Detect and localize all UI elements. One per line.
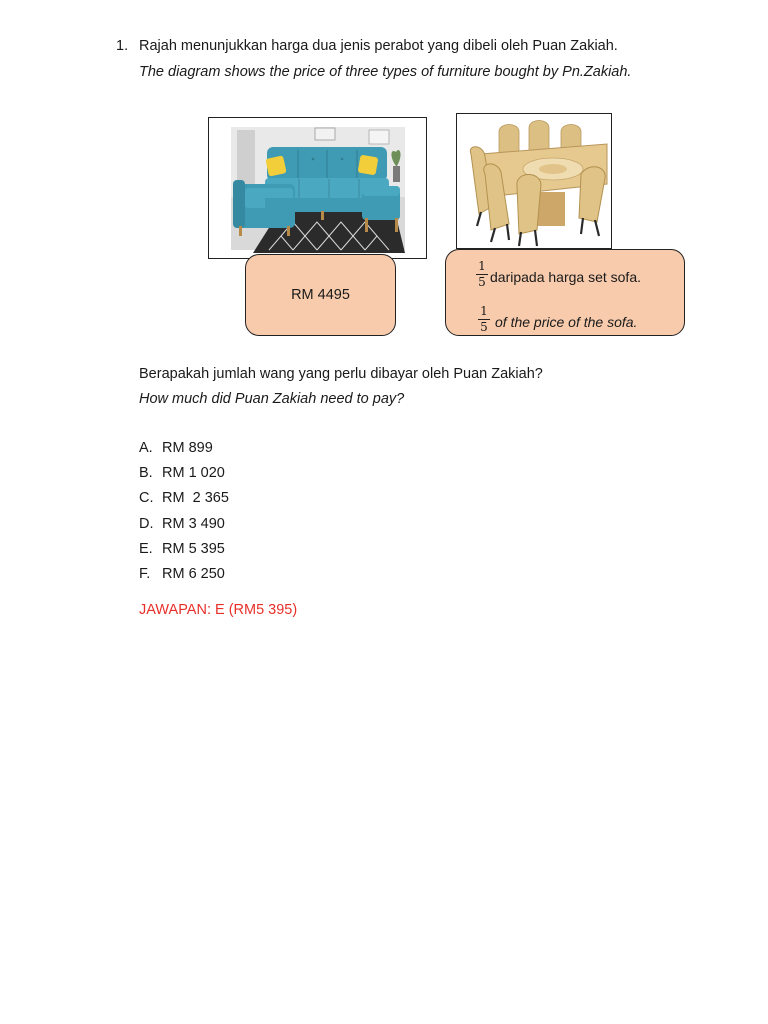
option-letter: E. — [139, 541, 153, 557]
option-d[interactable] — [139, 516, 225, 532]
option-letter: D. — [139, 516, 154, 532]
option-letter: C. — [139, 490, 154, 506]
answer-key: JAWAPAN: E (RM5 395) — [139, 602, 298, 618]
option-letter: A. — [139, 440, 153, 456]
sofa-photo — [208, 117, 427, 259]
dining-table-caption-malay: daripada harga set sofa. — [490, 269, 641, 285]
question-number: 1. — [116, 38, 129, 54]
dining-table-illustration — [457, 114, 611, 248]
fraction-numerator: 1 — [476, 260, 488, 275]
option-a[interactable] — [139, 440, 213, 456]
option-text: RM 2 365 — [162, 490, 229, 506]
sub-question-english: How much did Puan Zakiah need to pay? — [139, 391, 405, 407]
fraction-denominator: 5 — [478, 275, 486, 289]
sofa-price: RM 4495 — [291, 287, 350, 303]
option-text: RM 1 020 — [162, 465, 225, 481]
dining-table-price-box — [445, 249, 685, 336]
question-text-english: The diagram shows the price of three types of furniture bought by Pn.Zakiah. — [139, 64, 632, 80]
option-text: RM 899 — [162, 440, 213, 456]
question-text-malay: Rajah menunjukkan harga dua jenis perabot yang dibeli oleh Puan Zakiah. — [139, 38, 618, 54]
option-text: RM 3 490 — [162, 516, 225, 532]
option-e[interactable] — [139, 541, 225, 557]
option-letter: B. — [139, 465, 153, 481]
dining-table-caption-english: of the price of the sofa. — [495, 314, 638, 330]
sofa-price-box — [245, 254, 396, 336]
sub-question-malay: Berapakah jumlah wang yang perlu dibayar oleh Puan Zakiah? — [139, 366, 543, 382]
option-b[interactable] — [139, 465, 225, 481]
option-text: RM 5 395 — [162, 541, 225, 557]
option-letter: F. — [139, 566, 151, 582]
fraction-numerator: 1 — [478, 305, 490, 320]
sofa-illustration — [209, 118, 426, 258]
dining-table-photo — [456, 113, 612, 249]
fraction-denominator: 5 — [480, 320, 488, 333]
option-c[interactable] — [139, 490, 229, 506]
fraction-one-fifth-english — [478, 305, 490, 333]
fraction-one-fifth — [476, 260, 488, 289]
option-text: RM 6 250 — [162, 566, 225, 582]
option-f[interactable] — [139, 566, 225, 582]
